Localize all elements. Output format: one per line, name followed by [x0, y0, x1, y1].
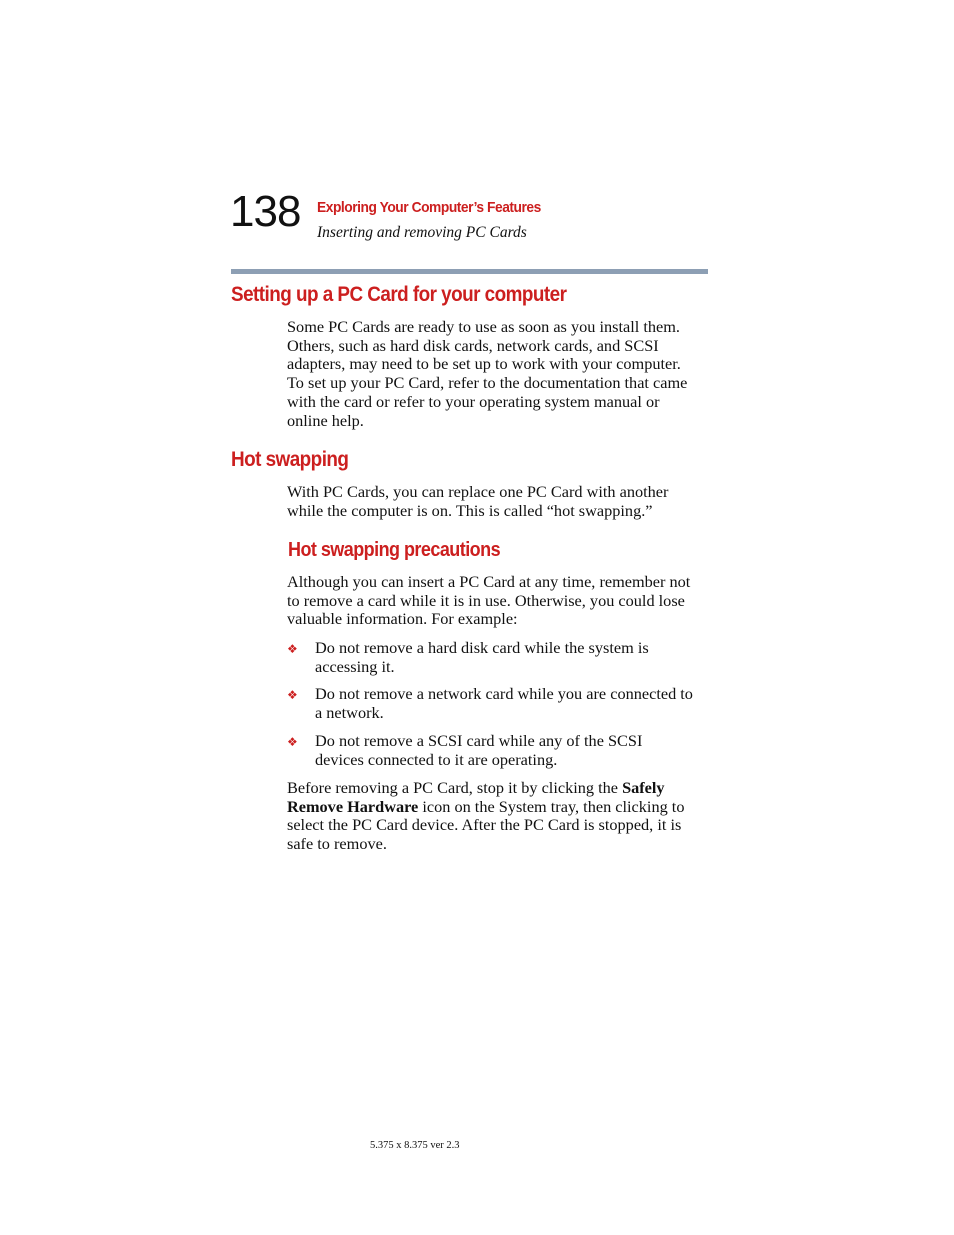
- setup-paragraph: Some PC Cards are ready to use as soon as you install them. Others, such as hard disk cards, network cards, and SCSI adapters, may need to be set up to work with your computer. To set up your PC Card, refer to the documentation that came with the card or refer to your operating system manual or online help.: [287, 317, 688, 430]
- list-item: ❖ Do not remove a hard disk card while the system is accessing it.: [287, 638, 649, 676]
- safely-remove-hardware-term: Remove Hardware: [287, 796, 419, 816]
- running-head: [317, 199, 560, 243]
- section-subtitle: Inserting and removing PC Cards: [317, 224, 527, 241]
- precautions-list: [287, 639, 717, 778]
- diamond-bullet-icon: ❖: [287, 642, 298, 656]
- list-item: ❖ Do not remove a SCSI card while any of the SCSI devices connected to it are operating.: [287, 730, 643, 769]
- precautions-heading: Hot swapping precautions: [288, 539, 501, 561]
- precautions-intro: Although you can insert a PC Card at any time, remember not to remove a card while it is in use. Otherwise, you could lose valuable information. For example:: [287, 572, 691, 629]
- header-rule: [231, 269, 708, 274]
- hot-swapping-paragraph: With PC Cards, you can replace one PC Card with another while the computer is on. This is called “hot swapping.”: [287, 482, 669, 520]
- footer-version: 5.375 x 8.375 ver 2.3: [370, 1140, 460, 1151]
- safely-remove-hardware-term: Safely: [622, 778, 665, 797]
- diamond-bullet-icon: ❖: [287, 734, 298, 749]
- hot-swapping-heading: Hot swapping: [231, 448, 349, 471]
- setup-heading: Setting up a PC Card for your computer: [231, 283, 567, 306]
- removal-paragraph: Before removing a PC Card, stop it by clicking the Safely Remove Hardware icon on the System tray, then clicking to select the PC Card device. After the PC Card is stopped, it is safe to remove.: [287, 778, 685, 854]
- diamond-bullet-icon: ❖: [287, 688, 298, 703]
- chapter-title: Exploring Your Computer’s Features: [317, 199, 541, 216]
- list-item: ❖ Do not remove a network card while you are connected to a network.: [287, 684, 693, 723]
- page-number: 138: [230, 187, 301, 236]
